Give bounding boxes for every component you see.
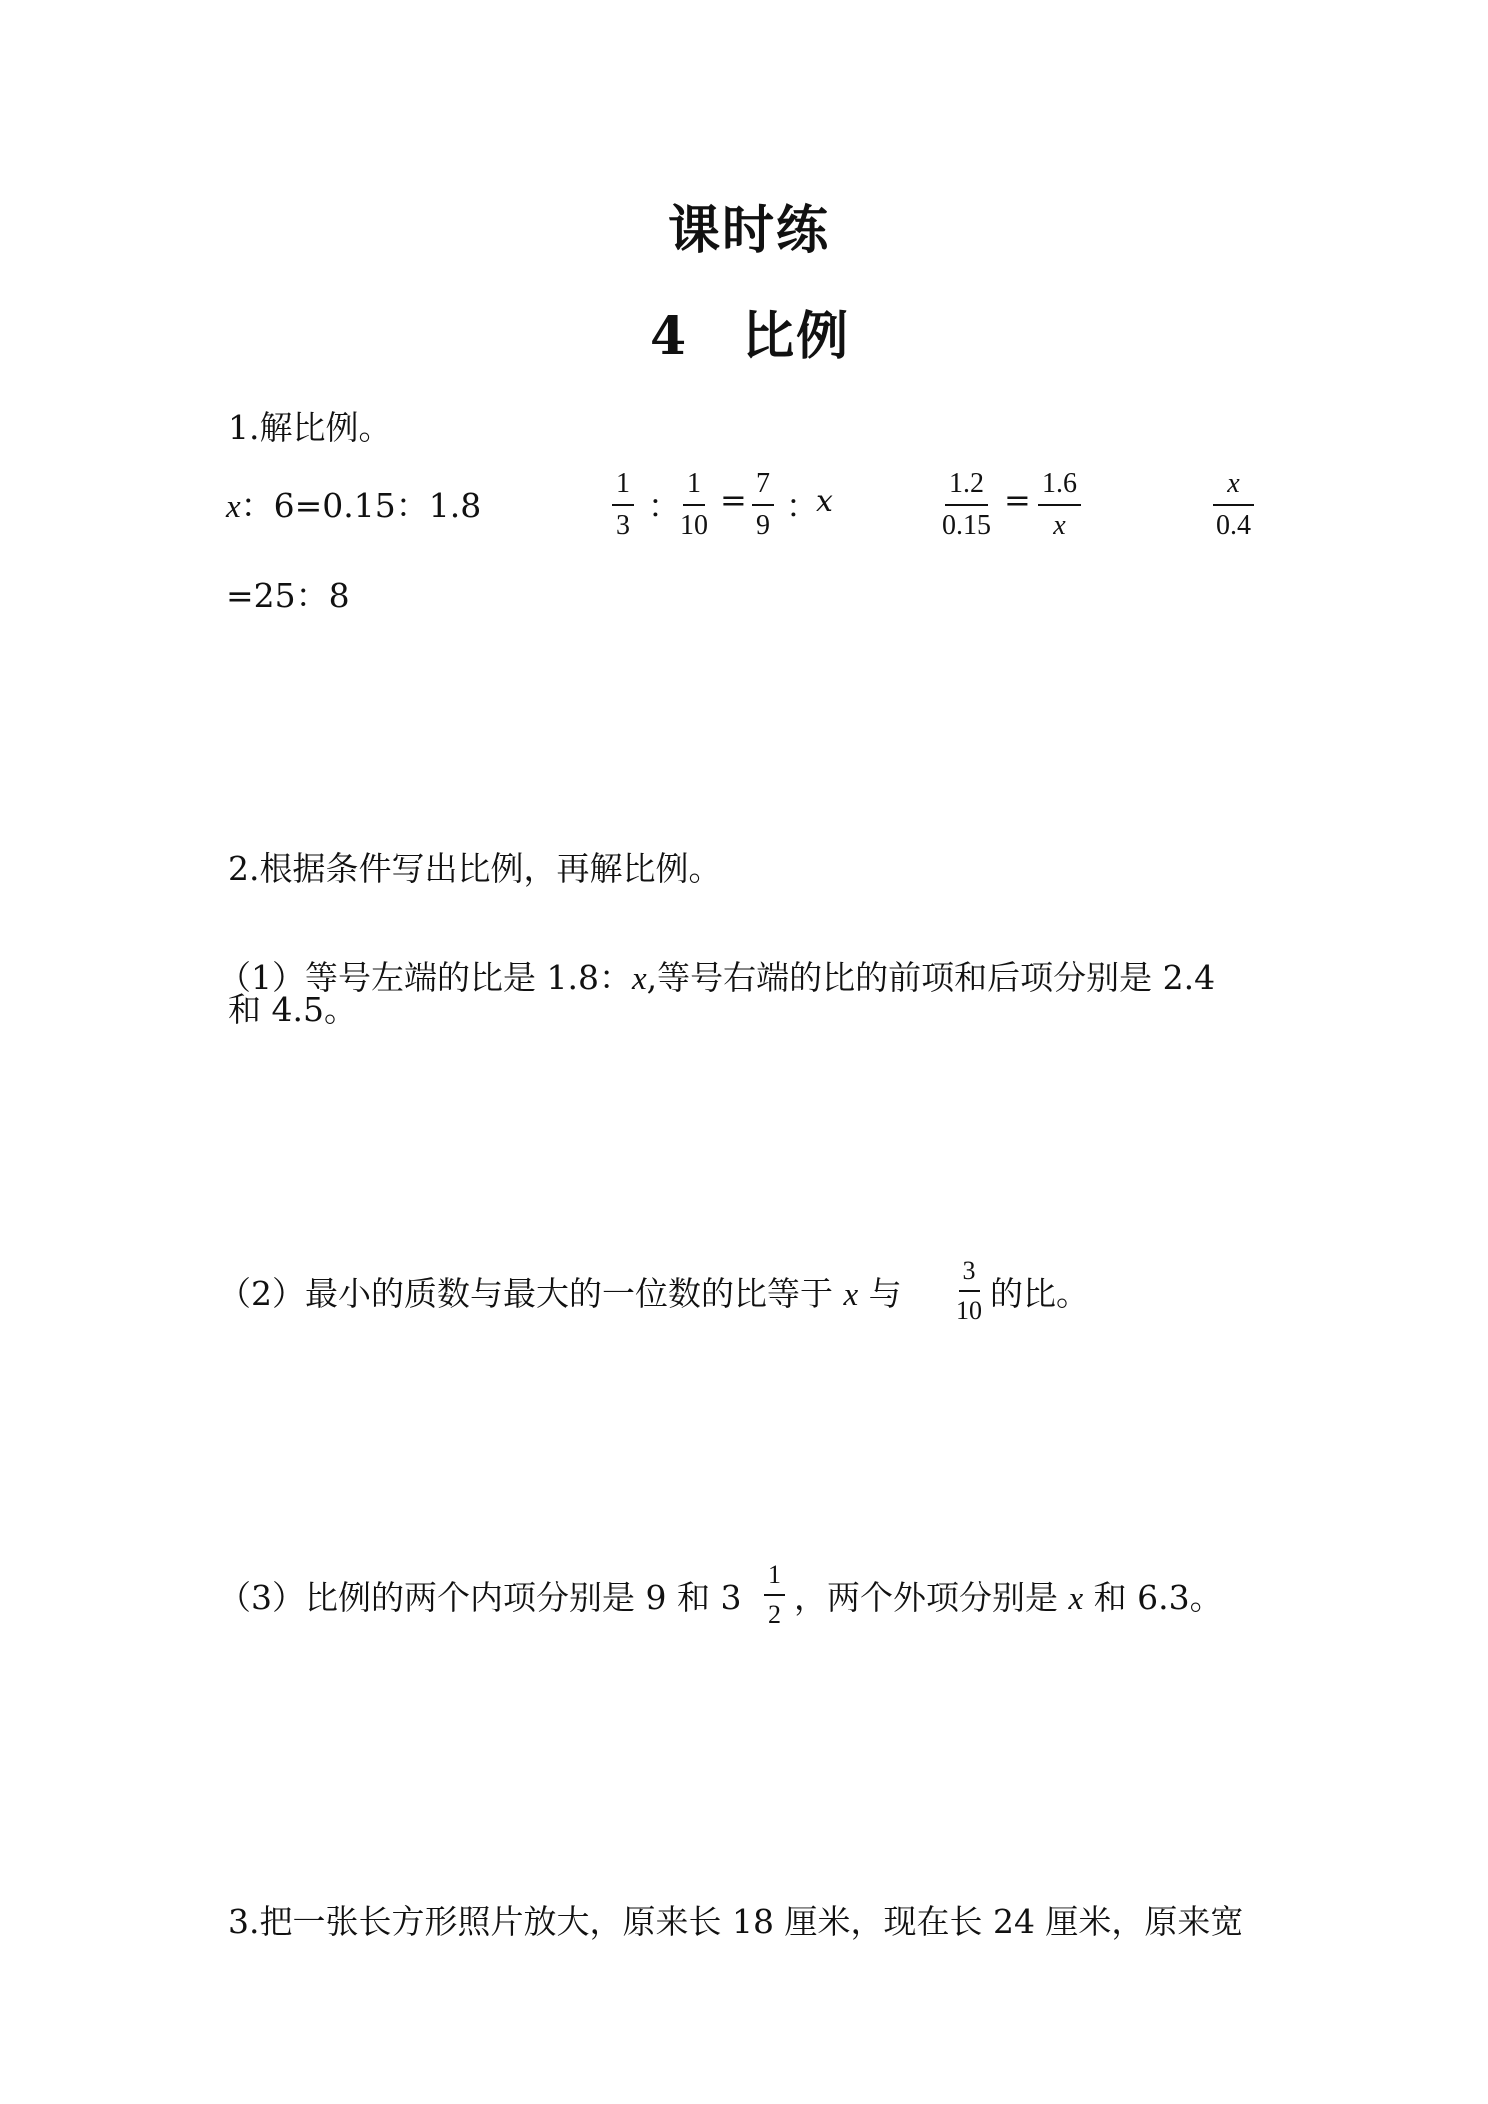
q1-eq1 <box>226 480 481 527</box>
frac-numerator: 7 <box>752 468 774 506</box>
frac-numerator: 1.2 <box>945 468 988 506</box>
frac-denominator: 2 <box>768 1599 781 1629</box>
frac-numerator: x <box>1213 468 1253 506</box>
q2-part-1-cont: 和 4.5。 <box>228 990 357 1029</box>
eq4-frac <box>1212 468 1255 542</box>
frac-numerator: 1 <box>612 468 634 506</box>
frac-denominator: 10 <box>956 1295 982 1325</box>
frac-numerator: 1 <box>683 468 705 506</box>
p2-frac <box>952 1256 986 1326</box>
colon: ： <box>648 487 681 525</box>
equals: = <box>720 481 747 519</box>
lesson-title: 4 比例 <box>650 306 851 367</box>
frac-denominator: 3 <box>616 510 630 542</box>
p2-text-a: （2）最小的质数与最大的一位数的比等于 <box>218 1274 844 1313</box>
frac-denominator: 9 <box>756 510 770 542</box>
var-x: x <box>226 489 241 525</box>
p3-line <box>794 1572 1223 1619</box>
p1-text-b: ,等号右端的比的前项和后项分别是 2.4 <box>646 958 1216 997</box>
eq1-rest: ：6=0.15：1.8 <box>240 486 482 525</box>
var-x: x <box>843 1277 859 1313</box>
eq4-continuation: =25：8 <box>226 576 350 615</box>
eq3-frac-2 <box>1038 468 1081 542</box>
p3-frac <box>764 1560 785 1630</box>
frac-denominator: 10 <box>680 510 708 542</box>
var-x: x <box>816 484 833 519</box>
frac-denominator: 0.4 <box>1216 510 1251 542</box>
eq3-frac-1 <box>938 468 995 542</box>
p2-text-b: 与 <box>858 1274 902 1313</box>
frac-denominator: 0.15 <box>942 510 991 542</box>
p3-text-b: ，两个外项分别是 <box>794 1578 1069 1617</box>
p2-line <box>218 1268 902 1315</box>
p2-text-c: 的比。 <box>990 1274 1089 1313</box>
frac-numerator: 1.6 <box>1038 468 1081 506</box>
var-x: x <box>1068 1581 1084 1617</box>
eq2-frac-3 <box>752 468 774 542</box>
page-title: 课时练 <box>668 200 831 261</box>
var-x: x <box>631 961 647 997</box>
q2-heading: 2.根据条件写出比例，再解比例。 <box>228 849 722 888</box>
p3-text-c: 和 6.3。 <box>1083 1578 1223 1617</box>
q3-text: 3.把一张长方形照片放大，原来长 18 厘米，现在长 24 厘米，原来宽 <box>228 1902 1244 1941</box>
frac-denominator: x <box>1053 510 1066 542</box>
frac-numerator: 3 <box>959 1256 980 1292</box>
p3-text-a: （3）比例的两个内项分别是 9 和 3 <box>218 1578 742 1617</box>
eq2-frac-2 <box>676 468 712 542</box>
colon: ： <box>786 487 819 525</box>
equals: = <box>1004 481 1031 519</box>
q2-part-1 <box>218 952 1215 999</box>
frac-numerator: 1 <box>764 1560 785 1596</box>
eq2-frac-1 <box>612 468 634 542</box>
q1-heading: 1.解比例。 <box>228 408 392 447</box>
p1-text-a: （1）等号左端的比是 1.8： <box>218 958 632 997</box>
